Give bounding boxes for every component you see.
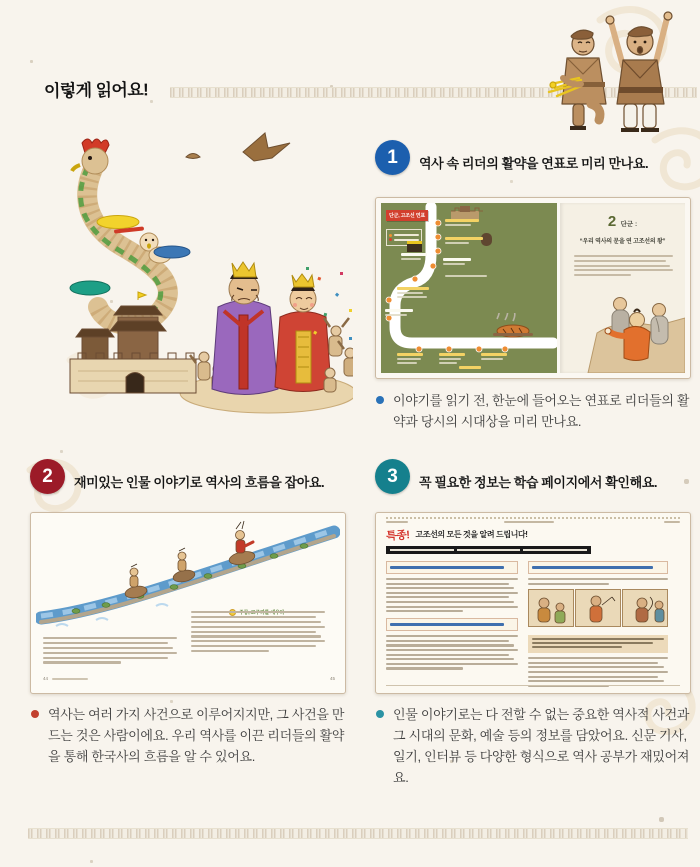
newspaper-headline: 특종! 고조선의 모든 것을 알려 드립니다! bbox=[386, 527, 528, 543]
tiger-fire-mini-icon bbox=[489, 313, 537, 339]
chapter-number: 2 bbox=[607, 213, 617, 230]
king-purple bbox=[212, 262, 278, 395]
story-text-left bbox=[43, 637, 177, 666]
step-2-heading: 재미있는 인물 이야기로 역사의 흐름을 잡아요. bbox=[74, 475, 325, 490]
villagers-illustration bbox=[515, 8, 680, 143]
small-bird-icon bbox=[186, 154, 200, 159]
chapter-quote: “우리 역사의 문을 연 고조선의 왕” bbox=[579, 239, 666, 245]
step-3-heading: 꼭 필요한 정보는 학습 페이지에서 확인해요. bbox=[419, 475, 658, 490]
story-text-right bbox=[191, 611, 325, 655]
dotted-edge bbox=[386, 517, 680, 519]
section-3 bbox=[375, 459, 693, 786]
step-2-badge: 2 bbox=[30, 459, 65, 494]
step-1-badge: 1 bbox=[375, 140, 410, 175]
intro-text-lines bbox=[574, 255, 673, 279]
newspaper-left-column bbox=[386, 561, 518, 672]
step-2-description: 역사는 여러 가지 사건으로 이루어지지만, 그 사건을 만드는 것은 사람이에요. 우리 역사를 이끈 리더들의 활약을 통해 한국사의 흐름을 알 수 있어요. bbox=[30, 704, 348, 767]
question-box-3 bbox=[528, 561, 668, 574]
newspaper-right-column bbox=[528, 561, 668, 689]
step-3-description: 인물 이야기로는 다 전할 수 없는 중요한 역사적 사건과 그 시대의 문화, 예술 등의 정보를 담았어요. 신문 기사, 일기, 인터뷰 등 다양한 형식으로 역사 공부가 재밌어져요. bbox=[375, 704, 693, 788]
page-number-right: 45 bbox=[329, 676, 335, 681]
chapter-heading bbox=[560, 213, 685, 231]
timeline-left-page bbox=[381, 203, 557, 373]
section-2 bbox=[30, 459, 348, 765]
timeline-badge: 단군, 고조선 연표 bbox=[386, 210, 428, 221]
comic-strip bbox=[528, 589, 668, 627]
page-number-left: 44 bbox=[43, 676, 88, 681]
section-1 bbox=[375, 140, 693, 430]
chapter-name: 단군 : bbox=[620, 221, 638, 228]
page-title: 이렇게 읽어요! bbox=[43, 80, 149, 101]
question-box-1 bbox=[386, 561, 518, 574]
house-mini-icon bbox=[407, 241, 422, 252]
section-1-header bbox=[375, 140, 693, 175]
yellow-cloud bbox=[97, 216, 139, 229]
timeline-spread-preview bbox=[375, 197, 691, 379]
teal-cloud bbox=[70, 281, 110, 295]
step-1-heading: 역사 속 리더의 활약을 연표로 미리 만나요. bbox=[419, 156, 649, 171]
timeline-right-page bbox=[560, 203, 685, 373]
newspaper-subhead-bar bbox=[386, 546, 591, 554]
hawk-icon bbox=[243, 133, 290, 161]
king-red bbox=[275, 274, 331, 392]
dragon-illustration bbox=[18, 125, 353, 425]
newspaper-page-preview bbox=[375, 512, 691, 694]
section-2-header bbox=[30, 459, 348, 494]
section-3-header bbox=[375, 459, 693, 494]
cliff-people-illustration bbox=[560, 288, 685, 373]
step-3-badge: 3 bbox=[375, 459, 410, 494]
bottom-border-pattern bbox=[28, 828, 688, 839]
step-1-description: 이야기를 읽기 전, 한눈에 들어오는 연표로 리더들의 활약과 당시의 시대상을 미리 만나요. bbox=[375, 390, 693, 432]
bullet-dot bbox=[376, 710, 384, 718]
bullet-dot bbox=[31, 710, 39, 718]
blue-cloud bbox=[154, 246, 190, 258]
story-spread-preview bbox=[30, 512, 346, 694]
question-box-2 bbox=[386, 618, 518, 631]
comic-caption bbox=[528, 635, 668, 653]
bottom-rule bbox=[386, 685, 680, 686]
scoop-stamp: 특종! bbox=[385, 529, 410, 543]
bullet-dot bbox=[376, 396, 384, 404]
